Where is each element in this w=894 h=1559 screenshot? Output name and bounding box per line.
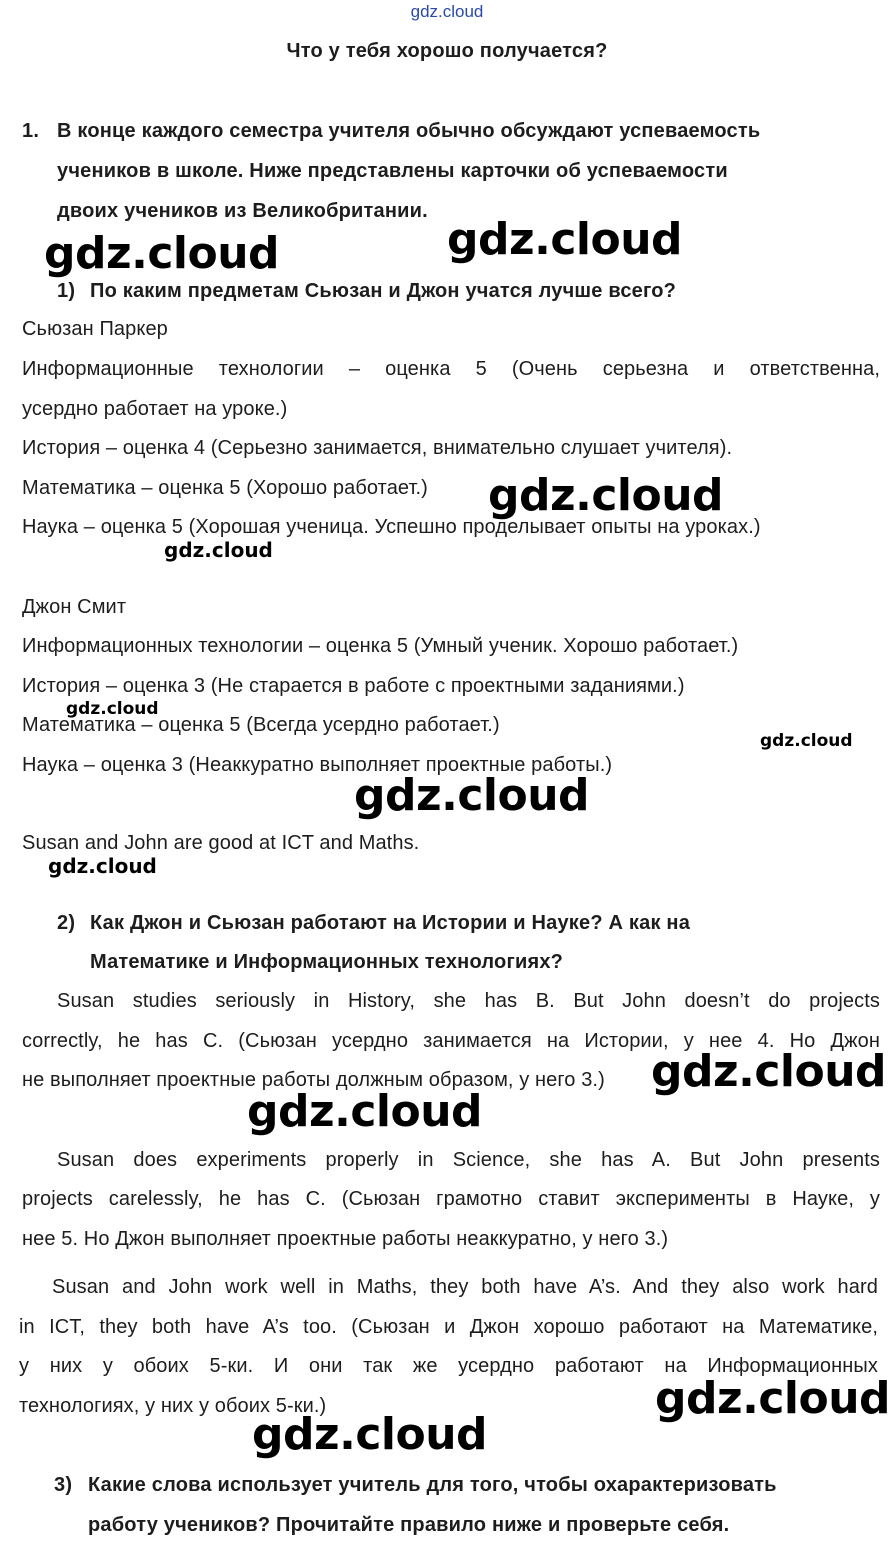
susan-name: Сьюзан Паркер: [22, 318, 168, 340]
john-line: Наука – оценка 3 (Неаккуратно выполняет проектные работы.): [22, 754, 613, 776]
answer-2-line: технологиях, у них у обоих 5-ки.): [19, 1395, 327, 1417]
watermark: gdz.cloud: [488, 470, 724, 521]
question-2-number: 2): [57, 912, 76, 934]
watermark: gdz.cloud: [651, 1046, 887, 1097]
john-line: История – оценка 3 (Не старается в работе с проектными заданиями.): [22, 675, 685, 697]
watermark: gdz.cloud: [447, 214, 683, 265]
question-3-line-2: работу учеников? Прочитайте правило ниже и проверьте себя.: [88, 1514, 730, 1536]
top-watermark: gdz.cloud: [410, 2, 484, 21]
task-line-3: двоих учеников из Великобритании.: [57, 200, 428, 222]
watermark: gdz.cloud: [48, 854, 157, 878]
answer-2-line: нее 5. Но Джон выполняет проектные работы неаккуратно, у него 3.): [22, 1228, 669, 1250]
answer-2-line: projects carelessly, he has C. (Сьюзан грамотно ставит эксперименты в Науке, у: [22, 1188, 880, 1210]
watermark: gdz.cloud: [252, 1409, 488, 1460]
question-2-line-2: Математике и Информационных технологиях?: [90, 951, 564, 973]
answer-2-line: Susan and John work well in Maths, they both have A’s. And they also work hard: [52, 1276, 878, 1298]
watermark: gdz.cloud: [164, 538, 273, 562]
susan-line: усердно работает на уроке.): [22, 398, 288, 420]
answer-1: Susan and John are good at ICT and Maths.: [22, 832, 420, 854]
susan-line: Информационные технологии – оценка 5 (Очень серьезна и ответственна,: [22, 358, 880, 380]
task-line-1: В конце каждого семестра учителя обычно обсуждают успеваемость: [57, 120, 761, 142]
question-2-line-1: Как Джон и Сьюзан работают на Истории и Науке? А как на: [90, 912, 691, 934]
watermark: gdz.cloud: [247, 1086, 483, 1137]
susan-line: Математика – оценка 5 (Хорошо работает.): [22, 477, 428, 499]
answer-2-line: in ICT, they both have A’s too. (Сьюзан и Джон хорошо работают на Математике,: [19, 1316, 878, 1338]
watermark: gdz.cloud: [760, 731, 853, 751]
task-line-2: учеников в школе. Ниже представлены карточки об успеваемости: [57, 160, 728, 182]
answer-2-line: Susan does experiments properly in Science, she has A. But John presents: [57, 1149, 880, 1171]
watermark: gdz.cloud: [66, 699, 159, 719]
question-1-text: По каким предметам Сьюзан и Джон учатся лучше всего?: [90, 280, 677, 302]
answer-2-line: correctly, he has C. (Сьюзан усердно занимается на Истории, у нее 4. Но Джон: [22, 1030, 880, 1052]
task-number: 1.: [22, 120, 40, 142]
watermark: gdz.cloud: [44, 228, 280, 279]
susan-line: Наука – оценка 5 (Хорошая ученица. Успешно проделывает опыты на уроках.): [22, 516, 761, 538]
answer-2-line: не выполняет проектные работы должным образом, у него 3.): [22, 1069, 605, 1091]
watermark: gdz.cloud: [655, 1373, 891, 1424]
question-3-number: 3): [54, 1474, 73, 1496]
john-line: Информационных технологии – оценка 5 (Умный ученик. Хорошо работает.): [22, 635, 739, 657]
page-title: Что у тебя хорошо получается?: [286, 40, 608, 62]
answer-2-line: у них у обоих 5-ки. И они так же усердно работают на Информационных: [19, 1355, 878, 1377]
john-name: Джон Смит: [22, 596, 127, 618]
watermark: gdz.cloud: [354, 770, 590, 821]
question-3-line-1: Какие слова использует учитель для того, чтобы охарактеризовать: [88, 1474, 777, 1496]
question-1-number: 1): [57, 280, 76, 302]
answer-2-line: Susan studies seriously in History, she has B. But John doesn’t do projects: [57, 990, 880, 1012]
john-line: Математика – оценка 5 (Всегда усердно работает.): [22, 714, 500, 736]
susan-line: История – оценка 4 (Серьезно занимается, внимательно слушает учителя).: [22, 437, 733, 459]
